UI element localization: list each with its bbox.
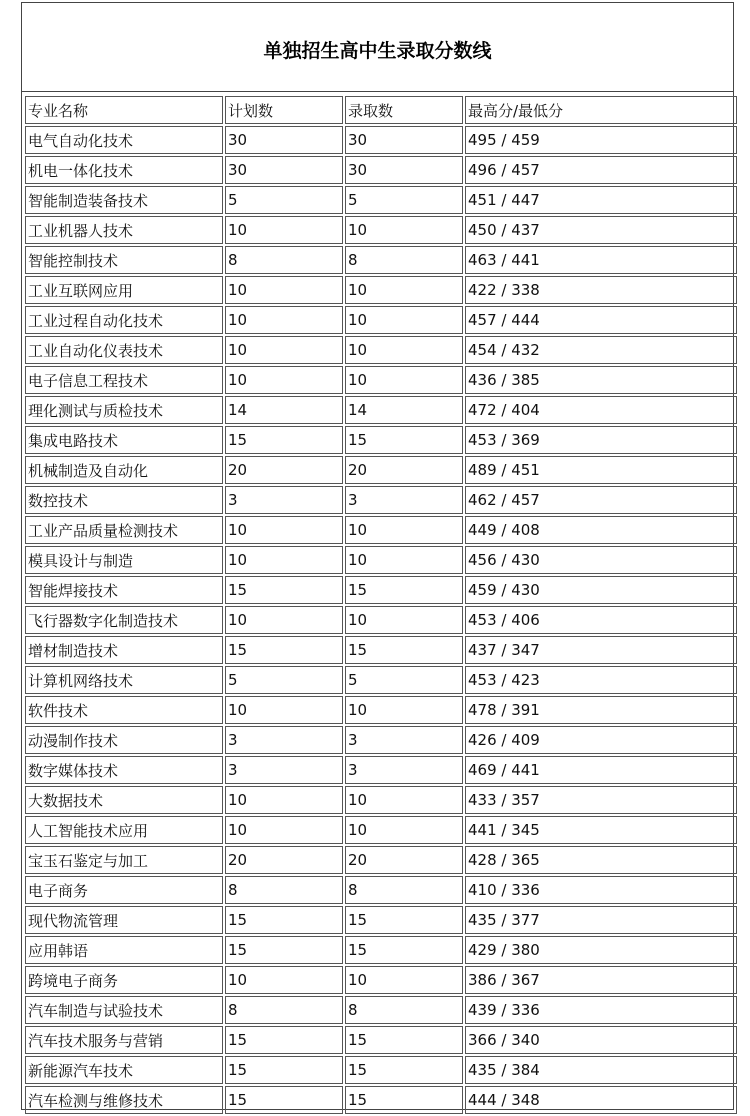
cell-admitted-count: 15: [345, 636, 463, 664]
table-row: [25, 936, 737, 964]
table-row: [25, 456, 737, 484]
page-title: 单独招生高中生录取分数线: [263, 40, 492, 62]
cell-max-min-score: 436 / 385: [465, 366, 737, 394]
cell-admitted-count: 3: [345, 726, 463, 754]
cell-admitted-count: 20: [345, 456, 463, 484]
cell-admitted-count: 15: [345, 576, 463, 604]
score-sheet: [21, 2, 734, 1110]
header-admitted-count: 录取数: [345, 96, 463, 124]
cell-max-min-score: 462 / 457: [465, 486, 737, 514]
table-row: [25, 336, 737, 364]
cell-major: 工业自动化仪表技术: [25, 336, 223, 364]
cell-plan-count: 10: [225, 306, 343, 334]
cell-major: 现代物流管理: [25, 906, 223, 934]
table-row: [25, 996, 737, 1024]
cell-admitted-count: 10: [345, 306, 463, 334]
cell-plan-count: 8: [225, 246, 343, 274]
table-row: [25, 366, 737, 394]
cell-admitted-count: 8: [345, 876, 463, 904]
cell-plan-count: 20: [225, 846, 343, 874]
cell-major: 理化测试与质检技术: [25, 396, 223, 424]
cell-admitted-count: 10: [345, 966, 463, 994]
cell-major: 机械制造及自动化: [25, 456, 223, 484]
table-row: [25, 606, 737, 634]
cell-major: 数控技术: [25, 486, 223, 514]
cell-major: 汽车检测与维修技术: [25, 1086, 223, 1114]
table-body: [25, 126, 737, 1114]
cell-plan-count: 10: [225, 336, 343, 364]
cell-major: 工业产品质量检测技术: [25, 516, 223, 544]
cell-max-min-score: 450 / 437: [465, 216, 737, 244]
cell-major: 智能焊接技术: [25, 576, 223, 604]
cell-major: 智能控制技术: [25, 246, 223, 274]
score-table: [23, 94, 739, 1116]
cell-plan-count: 30: [225, 156, 343, 184]
cell-plan-count: 10: [225, 366, 343, 394]
cell-max-min-score: 453 / 423: [465, 666, 737, 694]
table-header-row: [25, 96, 737, 124]
table-row: [25, 636, 737, 664]
cell-plan-count: 8: [225, 996, 343, 1024]
cell-major: 人工智能技术应用: [25, 816, 223, 844]
cell-major: 宝玉石鉴定与加工: [25, 846, 223, 874]
cell-major: 计算机网络技术: [25, 666, 223, 694]
cell-plan-count: 10: [225, 276, 343, 304]
table-row: [25, 516, 737, 544]
cell-major: 工业互联网应用: [25, 276, 223, 304]
cell-major: 应用韩语: [25, 936, 223, 964]
table-row: [25, 1026, 737, 1054]
cell-plan-count: 10: [225, 516, 343, 544]
cell-max-min-score: 453 / 406: [465, 606, 737, 634]
cell-admitted-count: 15: [345, 906, 463, 934]
table-row: [25, 726, 737, 754]
cell-max-min-score: 429 / 380: [465, 936, 737, 964]
table-row: [25, 396, 737, 424]
table-row: [25, 576, 737, 604]
cell-plan-count: 10: [225, 786, 343, 814]
cell-plan-count: 15: [225, 1056, 343, 1084]
cell-max-min-score: 451 / 447: [465, 186, 737, 214]
cell-major: 增材制造技术: [25, 636, 223, 664]
cell-admitted-count: 10: [345, 786, 463, 814]
cell-admitted-count: 15: [345, 1086, 463, 1114]
cell-max-min-score: 386 / 367: [465, 966, 737, 994]
cell-admitted-count: 5: [345, 186, 463, 214]
cell-major: 机电一体化技术: [25, 156, 223, 184]
cell-plan-count: 15: [225, 636, 343, 664]
header-plan-count: 计划数: [225, 96, 343, 124]
cell-max-min-score: 472 / 404: [465, 396, 737, 424]
table-row: [25, 216, 737, 244]
cell-major: 数字媒体技术: [25, 756, 223, 784]
cell-major: 电子信息工程技术: [25, 366, 223, 394]
cell-admitted-count: 10: [345, 336, 463, 364]
cell-plan-count: 5: [225, 186, 343, 214]
cell-plan-count: 8: [225, 876, 343, 904]
cell-admitted-count: 10: [345, 816, 463, 844]
table-row: [25, 846, 737, 874]
table-row: [25, 756, 737, 784]
cell-plan-count: 15: [225, 936, 343, 964]
cell-major: 汽车制造与试验技术: [25, 996, 223, 1024]
cell-admitted-count: 10: [345, 546, 463, 574]
cell-plan-count: 15: [225, 1026, 343, 1054]
cell-max-min-score: 495 / 459: [465, 126, 737, 154]
cell-admitted-count: 3: [345, 486, 463, 514]
table-row: [25, 1086, 737, 1114]
cell-plan-count: 20: [225, 456, 343, 484]
table-row: [25, 966, 737, 994]
table-row: [25, 276, 737, 304]
cell-max-min-score: 439 / 336: [465, 996, 737, 1024]
cell-plan-count: 3: [225, 726, 343, 754]
cell-admitted-count: 15: [345, 1026, 463, 1054]
table-row: [25, 246, 737, 274]
cell-max-min-score: 444 / 348: [465, 1086, 737, 1114]
table-row: [25, 696, 737, 724]
cell-admitted-count: 8: [345, 246, 463, 274]
cell-admitted-count: 10: [345, 276, 463, 304]
table-row: [25, 186, 737, 214]
table-row: [25, 906, 737, 934]
cell-max-min-score: 426 / 409: [465, 726, 737, 754]
cell-admitted-count: 8: [345, 996, 463, 1024]
cell-major: 电子商务: [25, 876, 223, 904]
cell-major: 软件技术: [25, 696, 223, 724]
cell-max-min-score: 366 / 340: [465, 1026, 737, 1054]
cell-major: 模具设计与制造: [25, 546, 223, 574]
cell-major: 电气自动化技术: [25, 126, 223, 154]
cell-plan-count: 14: [225, 396, 343, 424]
cell-major: 汽车技术服务与营销: [25, 1026, 223, 1054]
cell-plan-count: 10: [225, 606, 343, 634]
cell-admitted-count: 10: [345, 696, 463, 724]
cell-plan-count: 15: [225, 426, 343, 454]
cell-max-min-score: 449 / 408: [465, 516, 737, 544]
cell-major: 动漫制作技术: [25, 726, 223, 754]
cell-admitted-count: 10: [345, 516, 463, 544]
table-row: [25, 156, 737, 184]
cell-plan-count: 15: [225, 576, 343, 604]
cell-max-min-score: 422 / 338: [465, 276, 737, 304]
table-row: [25, 786, 737, 814]
cell-plan-count: 10: [225, 816, 343, 844]
table-row: [25, 426, 737, 454]
cell-major: 智能制造装备技术: [25, 186, 223, 214]
cell-admitted-count: 20: [345, 846, 463, 874]
cell-admitted-count: 5: [345, 666, 463, 694]
cell-max-min-score: 469 / 441: [465, 756, 737, 784]
cell-plan-count: 10: [225, 966, 343, 994]
table-row: [25, 876, 737, 904]
cell-admitted-count: 10: [345, 366, 463, 394]
cell-max-min-score: 435 / 377: [465, 906, 737, 934]
table-row: [25, 546, 737, 574]
cell-major: 新能源汽车技术: [25, 1056, 223, 1084]
table-row: [25, 306, 737, 334]
cell-max-min-score: 456 / 430: [465, 546, 737, 574]
cell-max-min-score: 457 / 444: [465, 306, 737, 334]
cell-plan-count: 30: [225, 126, 343, 154]
cell-plan-count: 15: [225, 906, 343, 934]
cell-plan-count: 10: [225, 546, 343, 574]
cell-major: 工业过程自动化技术: [25, 306, 223, 334]
cell-major: 集成电路技术: [25, 426, 223, 454]
cell-admitted-count: 30: [345, 156, 463, 184]
header-major: 专业名称: [25, 96, 223, 124]
table-row: [25, 126, 737, 154]
cell-max-min-score: 433 / 357: [465, 786, 737, 814]
cell-max-min-score: 478 / 391: [465, 696, 737, 724]
cell-max-min-score: 459 / 430: [465, 576, 737, 604]
cell-major: 跨境电子商务: [25, 966, 223, 994]
cell-max-min-score: 463 / 441: [465, 246, 737, 274]
cell-admitted-count: 30: [345, 126, 463, 154]
cell-admitted-count: 15: [345, 1056, 463, 1084]
cell-admitted-count: 3: [345, 756, 463, 784]
cell-max-min-score: 489 / 451: [465, 456, 737, 484]
table-row: [25, 486, 737, 514]
header-max-min-score: 最高分/最低分: [465, 96, 737, 124]
cell-admitted-count: 14: [345, 396, 463, 424]
cell-admitted-count: 10: [345, 216, 463, 244]
cell-major: 工业机器人技术: [25, 216, 223, 244]
cell-max-min-score: 454 / 432: [465, 336, 737, 364]
table-row: [25, 1056, 737, 1084]
cell-plan-count: 3: [225, 486, 343, 514]
cell-plan-count: 5: [225, 666, 343, 694]
title-box: [22, 3, 733, 92]
cell-admitted-count: 15: [345, 936, 463, 964]
cell-max-min-score: 410 / 336: [465, 876, 737, 904]
cell-admitted-count: 15: [345, 426, 463, 454]
cell-max-min-score: 453 / 369: [465, 426, 737, 454]
cell-max-min-score: 496 / 457: [465, 156, 737, 184]
cell-max-min-score: 428 / 365: [465, 846, 737, 874]
cell-max-min-score: 435 / 384: [465, 1056, 737, 1084]
table-row: [25, 666, 737, 694]
table-row: [25, 816, 737, 844]
cell-plan-count: 10: [225, 696, 343, 724]
cell-major: 飞行器数字化制造技术: [25, 606, 223, 634]
cell-admitted-count: 10: [345, 606, 463, 634]
cell-plan-count: 10: [225, 216, 343, 244]
cell-major: 大数据技术: [25, 786, 223, 814]
cell-plan-count: 3: [225, 756, 343, 784]
cell-max-min-score: 437 / 347: [465, 636, 737, 664]
cell-plan-count: 15: [225, 1086, 343, 1114]
cell-max-min-score: 441 / 345: [465, 816, 737, 844]
